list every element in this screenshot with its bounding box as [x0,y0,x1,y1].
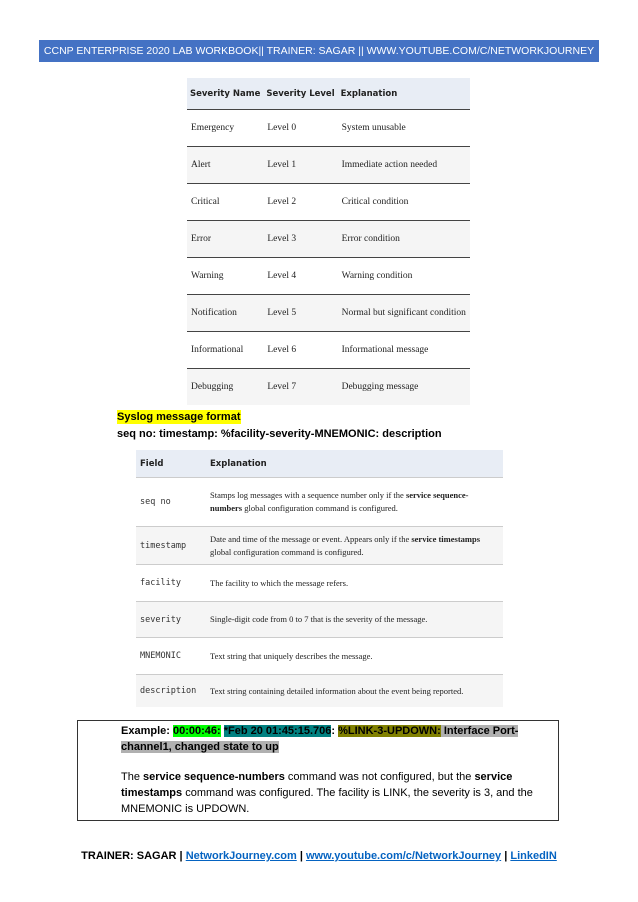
field-explanation-cell [206,675,503,708]
field-name-cell: description [136,675,206,708]
severity-table [187,78,470,405]
col-field: Field [136,450,206,478]
severity-row [187,369,470,406]
footer-link-linkedin[interactable]: LinkedIN [510,850,557,862]
field-row [136,527,503,565]
field-explanation-pre: The facility to which the message refers. [210,577,349,588]
example-seq: 00:00:46: [172,725,221,737]
field-explanation-pre: Single-digit code from 0 to 7 that is the severity of the message. [210,614,428,624]
severity-name-cell: Warning [187,258,263,295]
field-explanation-pre: Stamps log messages with a sequence number only if the [210,490,406,500]
severity-name-cell: Error [187,221,263,258]
example-facility: %LINK-3-UPDOWN: [338,725,441,737]
field-table [136,450,503,707]
example-timestamp: *Feb 20 01:45:15.706 [223,725,332,737]
expl-cmd-1: service sequence-numbers [143,771,285,783]
severity-name-cell: Debugging [187,369,263,406]
severity-row [187,295,470,332]
field-name-cell: MNEMONIC [136,638,206,675]
footer-sep-1: | [296,850,306,862]
severity-row [187,332,470,369]
severity-explanation-cell: Warning condition [338,258,470,295]
severity-level-cell: Level 7 [263,369,337,406]
example-box [77,720,559,821]
expl-text-1: The [121,771,144,783]
field-explanation-cell [206,527,503,565]
example-colon: : [331,725,339,737]
expl-text-3: command was configured. The facility is LINK, the severity is 3, and the MNEMONIC is UPDOWN. [121,787,533,815]
severity-name-cell: Alert [187,147,263,184]
example-line [121,723,553,755]
severity-row [187,147,470,184]
severity-explanation-cell: System unusable [338,110,470,147]
severity-level-cell: Level 3 [263,221,337,258]
severity-level-cell: Level 1 [263,147,337,184]
expl-cmd-2: service timestamps [121,771,513,799]
severity-name-cell: Informational [187,332,263,369]
field-explanation-post: global configuration command is configured. [242,503,398,513]
severity-level-cell: Level 0 [263,110,337,147]
footer [0,850,638,862]
field-explanation-pre: Date and time of the message or event. Appears only if the [210,533,412,544]
field-explanation-bold: service sequence-numbers [210,490,469,513]
header-banner: CCNP ENTERPRISE 2020 LAB WORKBOOK|| TRAINER: SAGAR || WWW.YOUTUBE.COM/C/NETWORKJOURNEY [39,40,599,62]
severity-level-cell: Level 6 [263,332,337,369]
example-explanation [121,769,553,817]
field-row [136,638,503,675]
expl-text-2: command was not configured, but the [284,771,475,783]
footer-prefix: TRAINER: SAGAR | [81,850,186,862]
field-table-header [136,450,503,478]
field-row [136,675,503,708]
severity-name-cell: Notification [187,295,263,332]
col-field-explanation: Explanation [206,450,503,478]
field-explanation-bold: service timestamps [411,533,481,544]
field-row [136,565,503,602]
severity-table-header [187,78,470,110]
severity-level-cell: Level 4 [263,258,337,295]
field-row [136,602,503,638]
example-label: Example: [121,725,173,737]
severity-name-cell: Emergency [187,110,263,147]
field-explanation-cell [206,602,503,638]
field-name-cell: facility [136,565,206,602]
footer-link-networkjourney[interactable]: NetworkJourney.com [185,850,297,862]
severity-explanation-cell: Debugging message [338,369,470,406]
severity-level-cell: Level 2 [263,184,337,221]
field-explanation-pre: Text string that uniquely describes the message. [210,650,373,661]
severity-explanation-cell: Informational message [338,332,470,369]
col-severity-level: Severity Level [263,78,337,110]
severity-explanation-cell: Error condition [338,221,470,258]
severity-row [187,221,470,258]
field-explanation-pre: Text string containing detailed information about the event being reported. [210,685,464,696]
severity-explanation-cell: Normal but significant condition [338,295,470,332]
field-explanation-cell [206,565,503,602]
severity-name-cell: Critical [187,184,263,221]
severity-row [187,184,470,221]
severity-explanation-cell: Critical condition [338,184,470,221]
severity-row [187,258,470,295]
field-explanation-cell [206,478,503,527]
footer-link-youtube[interactable]: www.youtube.com/c/NetworkJourney [305,850,502,862]
field-name-cell: severity [136,602,206,638]
example-description: Interface Port-channel1, changed state to up [121,725,519,753]
severity-row [187,110,470,147]
col-explanation: Explanation [338,78,470,110]
field-name-cell: seq no [136,478,206,527]
col-severity-name: Severity Name [187,78,263,110]
footer-sep-2: | [501,850,511,862]
field-explanation-post: global configuration command is configured. [210,546,364,557]
syslog-format-title: Syslog message format [117,411,241,423]
field-name-cell: timestamp [136,527,206,565]
severity-explanation-cell: Immediate action needed [338,147,470,184]
severity-level-cell: Level 5 [263,295,337,332]
field-row [136,478,503,527]
field-explanation-cell [206,638,503,675]
syslog-format-line: seq no: timestamp: %facility-severity-MNEMONIC: description [117,428,442,440]
